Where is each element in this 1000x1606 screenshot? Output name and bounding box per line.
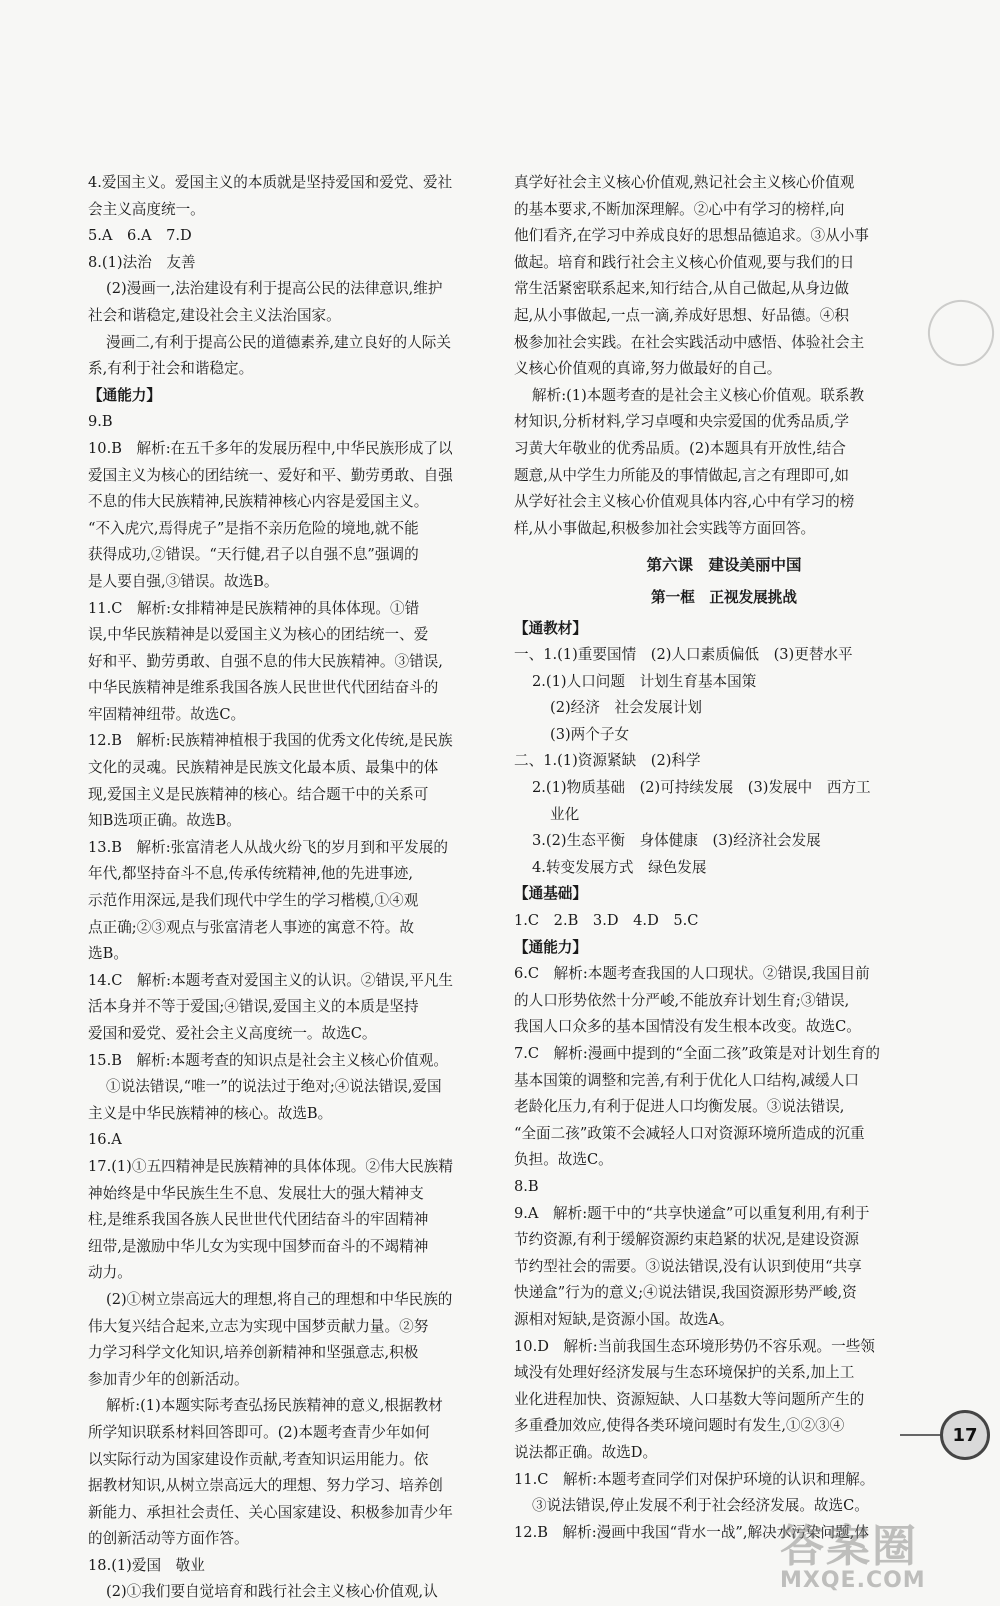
text-line: 域没有处理好经济发展与生态环境保护的关系,加上工: [514, 1364, 855, 1382]
text-line: 解析:(1)本题考查的是社会主义核心价值观。联系教: [532, 386, 865, 404]
text-line: 老龄化压力,有利于促进人口均衡发展。③说法错误,: [514, 1098, 845, 1116]
text-line: 参加青少年的创新活动。: [88, 1370, 249, 1388]
text-line: 14.C 解析:本题考查对爱国主义的认识。②错误,平凡生: [88, 971, 453, 989]
text-line: 会主义高度统一。: [88, 200, 205, 218]
section-heading: 【通基础】: [514, 885, 587, 903]
section-heading: 【通能力】: [514, 938, 587, 956]
text-line: 8.B: [514, 1177, 539, 1195]
text-line: 16.A: [88, 1131, 122, 1149]
text-line: 知B选项正确。故选B。: [88, 812, 241, 830]
text-line: (2)①我们要自觉培育和践行社会主义核心价值观,认: [106, 1583, 438, 1601]
text-line: 我国人口众多的基本国情没有发生根本改变。故选C。: [514, 1018, 861, 1036]
text-line: 4.爱国主义。爱国主义的本质就是坚持爱国和爱党、爱社: [88, 174, 453, 191]
text-line: 2.(1)人口问题 计划生育基本国策: [532, 672, 757, 690]
text-line: 活本身并不等于爱国;④错误,爱国主义的本质是坚持: [88, 998, 419, 1016]
text-line: 年代,都坚持奋斗不息,传承传统精神,他的先进事迹,: [88, 865, 414, 883]
text-line: 材知识,分析材料,学习卓嘎和央宗爱国的优秀品质,学: [514, 413, 849, 431]
text-line: 是人要自强,③错误。故选B。: [88, 572, 279, 590]
text-line: 社会和谐稳定,建设社会主义法治国家。: [88, 306, 341, 324]
text-line: 不息的伟大民族精神,民族精神核心内容是爱国主义。: [88, 493, 429, 511]
text-line: 说法都正确。故选D。: [514, 1443, 658, 1461]
text-line: 新能力、承担社会责任、关心国家建设、积极参加青少年: [88, 1503, 453, 1521]
text-line: 5.A 6.A 7.D: [88, 227, 192, 245]
text-line: 9.A 解析:题干中的“共享快递盒”可以重复利用,有利于: [514, 1204, 870, 1222]
text-line: 主义是中华民族精神的核心。故选B。: [88, 1104, 333, 1122]
text-line: 7.C 解析:漫画中提到的“全面二孩”政策是对计划生育的: [514, 1045, 880, 1062]
text-line: 业化进程加快、资源短缺、人口基数大等问题所产生的: [514, 1390, 865, 1408]
text-line: 样,从小事做起,积极参加社会实践等方面回答。: [514, 519, 816, 537]
text-line: 习黄大年敬业的优秀品质。(2)本题具有开放性,结合: [514, 439, 846, 457]
text-line: 他们看齐,在学习中养成良好的思想品德追求。③从小事: [514, 227, 869, 245]
text-line: 系,有利于社会和谐稳定。: [88, 360, 254, 378]
text-line: 多重叠加效应,使得各类环境问题时有发生,①②③④: [514, 1417, 845, 1435]
text-line: ③说法错误,停止发展不利于社会经济发展。故选C。: [532, 1497, 869, 1515]
text-line: 解析:(1)本题实际考查弘扬民族精神的意义,根据教材: [106, 1397, 443, 1415]
text-line: (2)漫画一,法治建设有利于提高公民的法律意识,维护: [106, 280, 443, 298]
text-line: 1.C 2.B 3.D 4.D 5.C: [514, 912, 699, 930]
text-line: 基本国策的调整和完善,有利于优化人口结构,减缓人口: [514, 1071, 859, 1089]
section-heading: 【通能力】: [88, 386, 161, 404]
text-line: 好和平、勤劳勇敢、自强不息的伟大民族精神。③错误,: [88, 652, 443, 670]
text-line: (3)两个子女: [550, 725, 630, 743]
text-line: 3.(2)生态平衡 身体健康 (3)经济社会发展: [532, 832, 821, 850]
text-line: 13.B 解析:张富清老人从战火纷飞的岁月到和平发展的: [88, 838, 448, 856]
text-line: 11.C 解析:本题考查同学们对保护环境的认识和理解。: [514, 1470, 875, 1488]
text-line: 义核心价值观的真谛,努力做最好的自己。: [514, 360, 782, 378]
text-line: (2)①树立崇高远大的理想,将自己的理想和中华民族的: [106, 1290, 453, 1308]
text-line: 11.C 解析:女排精神是民族精神的具体体现。①错: [88, 599, 420, 617]
text-line: 动力。: [88, 1264, 132, 1282]
text-line: 常生活紧密联系起来,知行结合,从自己做起,从身边做: [514, 280, 849, 298]
text-line: 以实际行动为国家建设作贡献,考查知识运用能力。依: [88, 1450, 429, 1468]
text-line: (2)经济 社会发展计划: [550, 699, 703, 717]
text-line: 的创新活动等方面作答。: [88, 1530, 249, 1548]
text-line: 力学习科学文化知识,培养创新精神和坚强意志,积极: [88, 1344, 419, 1362]
text-line: 漫画二,有利于提高公民的道德素养,建立良好的人际关: [106, 333, 451, 351]
text-line: 18.(1)爱国 敬业: [88, 1556, 205, 1574]
text-line: 现,爱国主义是民族精神的核心。结合题干中的关系可: [88, 785, 429, 803]
text-line: 极参加社会实践。在社会实践活动中感悟、体验社会主: [514, 333, 865, 351]
section-heading: 【通教材】: [514, 619, 587, 637]
right-bottom-block: [514, 616, 934, 1547]
text-line: 15.B 解析:本题考查的知识点是社会主义核心价值观。: [88, 1051, 448, 1069]
text-line: 示范作用深远,是我们现代中学生的学习楷模,①④观: [88, 892, 419, 910]
text-line: 获得成功,②错误。“天行健,君子以自强不息”强调的: [88, 546, 419, 564]
text-line: 12.B 解析:民族精神植根于我国的优秀文化传统,是民族: [88, 732, 453, 750]
text-line: 负担。故选C。: [514, 1151, 613, 1169]
text-line: 做起。培育和践行社会主义核心价值观,要与我们的日: [514, 253, 855, 271]
text-line: 10.D 解析:当前我国生态环境形势仍不容乐观。一些领: [514, 1337, 875, 1355]
page-number: 17: [940, 1410, 990, 1460]
text-line: 真学好社会主义核心价值观,熟记社会主义核心价值观: [514, 174, 855, 191]
text-line: 起,从小事做起,一点一滴,养成好思想、好品德。④积: [514, 306, 849, 324]
text-line: 爱国主义为核心的团结统一、爱好和平、勤劳勇敢、自强: [88, 466, 453, 484]
text-line: 4.转变发展方式 绿色发展: [532, 858, 707, 876]
text-line: 的基本要求,不断加深理解。②心中有学习的榜样,向: [514, 200, 845, 218]
text-line: 柱,是维系我国各族人民世世代代团结奋斗的牢固精神: [88, 1211, 429, 1229]
text-line: “全面二孩”政策不会减轻人口对资源环境所造成的沉重: [514, 1124, 865, 1142]
text-line: 伟大复兴结合起来,立志为实现中国梦贡献力量。②努: [88, 1317, 429, 1335]
text-line: 的人口形势依然十分严峻,不能放弃计划生育;③错误,: [514, 991, 850, 1009]
text-line: 神始终是中华民族生生不息、发展壮大的强大精神支: [88, 1184, 424, 1202]
text-line: 误,中华民族精神是以爱国主义为核心的团结统一、爱: [88, 626, 429, 644]
page-number-rule: [900, 1434, 944, 1436]
watermark-url: MXQE.COM: [780, 1568, 926, 1593]
text-line: 2.(1)物质基础 (2)可持续发展 (3)发展中 西方工: [532, 779, 871, 797]
text-line: 源相对短缺,是资源小国。故选A。: [514, 1310, 734, 1328]
text-line: 从学好社会主义核心价值观具体内容,心中有学习的榜: [514, 493, 855, 511]
text-line: 二、1.(1)资源紧缺 (2)科学: [514, 752, 701, 770]
text-line: 爱国和爱党、爱社会主义高度统一。故选C。: [88, 1025, 377, 1042]
watermark-logo-text: 答案圈: [780, 1521, 918, 1572]
text-line: 一、1.(1)重要国情 (2)人口素质偏低 (3)更替水平: [514, 646, 853, 664]
text-line: 中华民族精神是维系我国各族人民世世代代团结奋斗的: [88, 679, 439, 697]
text-line: 6.C 解析:本题考查我国的人口现状。②错误,我国目前: [514, 965, 870, 983]
text-line: 点正确;②③观点与张富清老人事迹的寓意不符。故: [88, 918, 414, 936]
text-line: 12.B 解析:漫画中我国“背水一战”,解决水污染问题,体: [514, 1523, 869, 1541]
watermark: [780, 1510, 926, 1593]
section-title: 第一框 正视发展挑战: [651, 588, 797, 606]
text-line: 17.(1)①五四精神是民族精神的具体体现。②伟大民族精: [88, 1157, 453, 1175]
text-line: 10.B 解析:在五千多年的发展历程中,中华民族形成了以: [88, 439, 453, 457]
text-line: “不入虎穴,焉得虎子”是指不亲历危险的境地,就不能: [88, 519, 419, 537]
text-line: 快递盒”行为的意义;④说法错误,我国资源形势严峻,资: [514, 1284, 857, 1302]
text-line: 节约型社会的需要。③说法错误,没有认识到使用“共享: [514, 1257, 862, 1275]
text-line: 8.(1)法治 友善: [88, 253, 196, 271]
right-top-block: [514, 170, 934, 542]
left-column: [88, 170, 498, 1606]
text-line: 选B。: [88, 945, 128, 963]
text-line: 节约资源,有利于缓解资源约束趋紧的状况,是建设资源: [514, 1231, 859, 1249]
text-line: 据教材知识,从树立崇高远大的理想、努力学习、培养创: [88, 1477, 443, 1495]
text-line: ①说法错误,“唯一”的说法过于绝对;④说法错误,爱国: [106, 1078, 442, 1096]
text-line: 牢固精神纽带。故选C。: [88, 705, 246, 723]
text-line: 题意,从中学生力所能及的事情做起,言之有理即可,如: [514, 466, 849, 484]
lesson-title: 第六课 建设美丽中国: [646, 555, 802, 575]
text-line: 文化的灵魂。民族精神是民族文化最本质、最集中的体: [88, 759, 439, 777]
text-line: 业化: [550, 805, 580, 823]
text-line: 9.B: [88, 413, 113, 431]
text-line: 纽带,是激励中华儿女为实现中国梦而奋斗的不竭精神: [88, 1237, 429, 1255]
text-line: 所学知识联系材料回答即可。(2)本题考查青少年如何: [88, 1423, 430, 1441]
right-column: [514, 170, 934, 1546]
